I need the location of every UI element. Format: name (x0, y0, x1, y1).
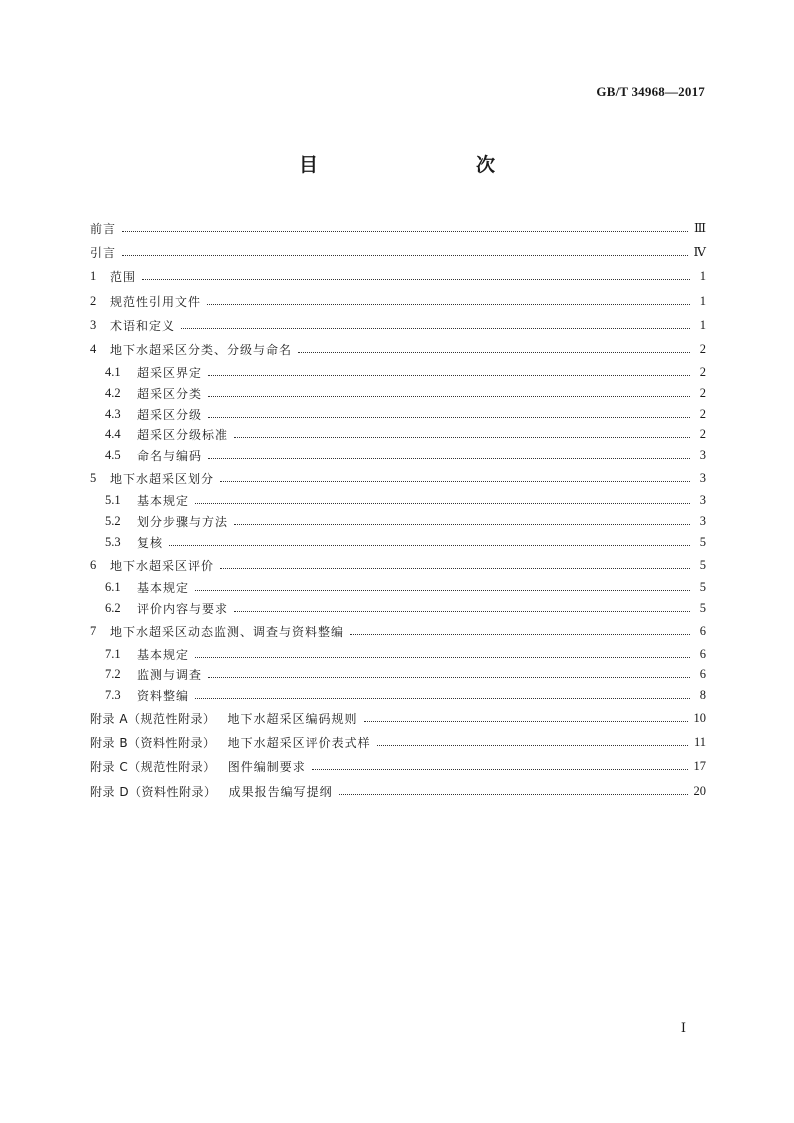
toc-dot-leader (142, 279, 690, 280)
toc-entry[interactable] (90, 383, 706, 404)
toc-entry-label: 地下水超采区评价表式样 (227, 736, 371, 751)
toc-entry-page: 17 (693, 759, 706, 774)
toc-dot-leader (195, 503, 690, 504)
toc-entry-page: 2 (699, 364, 706, 379)
toc-dot-leader (208, 458, 690, 459)
page-number: Ⅰ (680, 1020, 686, 1035)
toc-annex-prefix: 附录 D（资料性附录） (90, 784, 217, 799)
toc-entry-number: 4.3 (105, 406, 121, 421)
toc-entry-label: 超采区分级 (137, 407, 203, 422)
toc-entry-label: 地下水超采区划分 (110, 471, 215, 486)
toc-entry[interactable] (90, 644, 706, 665)
toc-entry-label: 命名与编码 (137, 449, 203, 464)
toc-dot-leader (350, 634, 690, 635)
toc-dot-leader (169, 545, 690, 546)
toc-entry-label: 监测与调查 (137, 668, 203, 683)
toc-entry-page: 1 (699, 269, 706, 284)
toc-dot-leader (220, 481, 690, 482)
toc-entry-label: 术语和定义 (110, 318, 176, 333)
toc-entry-page: Ⅲ (693, 221, 706, 236)
toc-entry[interactable] (90, 532, 706, 553)
toc-entry-number: 7.2 (105, 667, 121, 682)
table-of-contents (90, 216, 706, 803)
toc-entry[interactable] (90, 313, 706, 337)
toc-entry-label: 基本规定 (137, 581, 190, 596)
toc-entry-label: 规范性引用文件 (110, 294, 202, 309)
toc-entry-page: 5 (699, 557, 706, 572)
toc-entry[interactable] (90, 706, 706, 730)
toc-entry-page: 5 (699, 535, 706, 550)
toc-dot-leader (208, 417, 690, 418)
toc-dot-leader (195, 657, 690, 658)
toc-entry[interactable] (90, 265, 706, 289)
toc-entry-label: 地下水超采区评价 (110, 558, 215, 573)
toc-entry[interactable] (90, 664, 706, 685)
toc-dot-leader (312, 769, 688, 770)
toc-annex-prefix: 附录 A（规范性附录） (90, 711, 216, 726)
toc-entry-label: 评价内容与要求 (137, 602, 229, 617)
toc-entry-page: 1 (699, 317, 706, 332)
toc-entry-number: 6.2 (105, 601, 121, 616)
toc-dot-leader (377, 745, 688, 746)
toc-dot-leader (122, 231, 688, 232)
toc-entry-label: 引言 (90, 245, 117, 260)
toc-entry-page: 3 (699, 493, 706, 508)
toc-entry[interactable] (90, 216, 706, 240)
toc-entry-page: 20 (693, 783, 706, 798)
toc-dot-leader (234, 611, 690, 612)
toc-entry[interactable] (90, 362, 706, 383)
toc-entry[interactable] (90, 404, 706, 425)
toc-entry-number: 7.3 (105, 688, 121, 703)
toc-entry[interactable] (90, 619, 706, 643)
toc-dot-leader (208, 396, 690, 397)
toc-dot-leader (181, 328, 690, 329)
toc-entry[interactable] (90, 445, 706, 466)
toc-dot-leader (364, 721, 688, 722)
toc-entry-number: 7 (90, 623, 97, 638)
toc-entry-number: 5.3 (105, 535, 121, 550)
toc-entry-page: 10 (693, 710, 706, 725)
toc-entry-label: 超采区分级标准 (137, 428, 229, 443)
toc-entry-page: 1 (699, 293, 706, 308)
toc-entry-label: 超采区界定 (137, 365, 203, 380)
toc-entry-label: 地下水超采区分类、分级与命名 (110, 343, 293, 358)
toc-dot-leader (208, 677, 690, 678)
toc-entry[interactable] (90, 578, 706, 599)
toc-dot-leader (195, 590, 690, 591)
toc-dot-leader (207, 304, 690, 305)
standard-code: GB/T 34968—2017 (596, 84, 705, 99)
toc-entry-label: 前言 (90, 221, 117, 236)
toc-entry-label: 成果报告编写提纲 (228, 784, 333, 799)
toc-entry-label: 基本规定 (137, 647, 190, 662)
toc-entry-page: 5 (699, 601, 706, 616)
toc-entry[interactable] (90, 553, 706, 577)
toc-entry[interactable] (90, 289, 706, 313)
toc-dot-leader (208, 375, 690, 376)
toc-annex-prefix: 附录 B（资料性附录） (90, 736, 216, 751)
toc-entry[interactable] (90, 337, 706, 361)
toc-entry-page: 2 (699, 427, 706, 442)
toc-entry-page: 2 (699, 342, 706, 357)
toc-entry-label: 划分步骤与方法 (137, 515, 229, 530)
toc-entry[interactable] (90, 779, 706, 803)
toc-entry-label: 地下水超采区编码规则 (227, 711, 358, 726)
toc-entry-page: 6 (699, 623, 706, 638)
toc-entry-page: 6 (699, 667, 706, 682)
toc-entry-label: 超采区分类 (137, 386, 203, 401)
toc-entry[interactable] (90, 598, 706, 619)
toc-entry-page: 11 (693, 735, 706, 750)
toc-entry-number: 6.1 (105, 580, 121, 595)
toc-entry[interactable] (90, 491, 706, 512)
toc-entry-label: 范围 (110, 270, 137, 285)
toc-dot-leader (234, 437, 690, 438)
toc-entry[interactable] (90, 731, 706, 755)
toc-entry-number: 4.4 (105, 427, 121, 442)
toc-dot-leader (234, 524, 690, 525)
toc-entry-number: 6 (90, 557, 97, 572)
toc-entry-number: 4.5 (105, 448, 121, 463)
toc-dot-leader (298, 352, 690, 353)
toc-entry-page: 8 (699, 688, 706, 703)
toc-entry-number: 7.1 (105, 646, 121, 661)
toc-entry-number: 5 (90, 470, 97, 485)
toc-entry-label: 图件编制要求 (227, 760, 306, 775)
toc-entry-number: 3 (90, 317, 97, 332)
toc-entry-page: Ⅳ (693, 245, 706, 260)
toc-dot-leader (220, 568, 690, 569)
toc-entry-label: 资料整编 (137, 689, 190, 704)
toc-entry-number: 5.1 (105, 493, 121, 508)
toc-entry[interactable] (90, 755, 706, 779)
toc-entry[interactable] (90, 466, 706, 490)
toc-entry-page: 3 (699, 514, 706, 529)
toc-dot-leader (195, 698, 690, 699)
toc-entry[interactable] (90, 511, 706, 532)
toc-entry-page: 3 (699, 448, 706, 463)
toc-entry-label: 基本规定 (137, 494, 190, 509)
toc-annex-prefix: 附录 C（规范性附录） (90, 760, 216, 775)
toc-entry-number: 4.2 (105, 385, 121, 400)
toc-entry-page: 3 (699, 470, 706, 485)
page-title: 目 次 (298, 154, 535, 176)
toc-entry-number: 2 (90, 293, 97, 308)
toc-entry[interactable] (90, 424, 706, 445)
toc-entry[interactable] (90, 240, 706, 264)
toc-entry-number: 4.1 (105, 364, 121, 379)
toc-entry-label: 地下水超采区动态监测、调查与资料整编 (110, 624, 345, 639)
toc-dot-leader (339, 794, 688, 795)
toc-entry-number: 1 (90, 269, 97, 284)
toc-dot-leader (122, 255, 687, 256)
toc-entry[interactable] (90, 685, 706, 706)
toc-entry-page: 2 (699, 406, 706, 421)
toc-entry-page: 5 (699, 580, 706, 595)
toc-entry-number: 4 (90, 342, 97, 357)
toc-entry-page: 2 (699, 385, 706, 400)
toc-entry-page: 6 (699, 646, 706, 661)
toc-entry-label: 复核 (137, 536, 164, 551)
toc-entry-number: 5.2 (105, 514, 121, 529)
